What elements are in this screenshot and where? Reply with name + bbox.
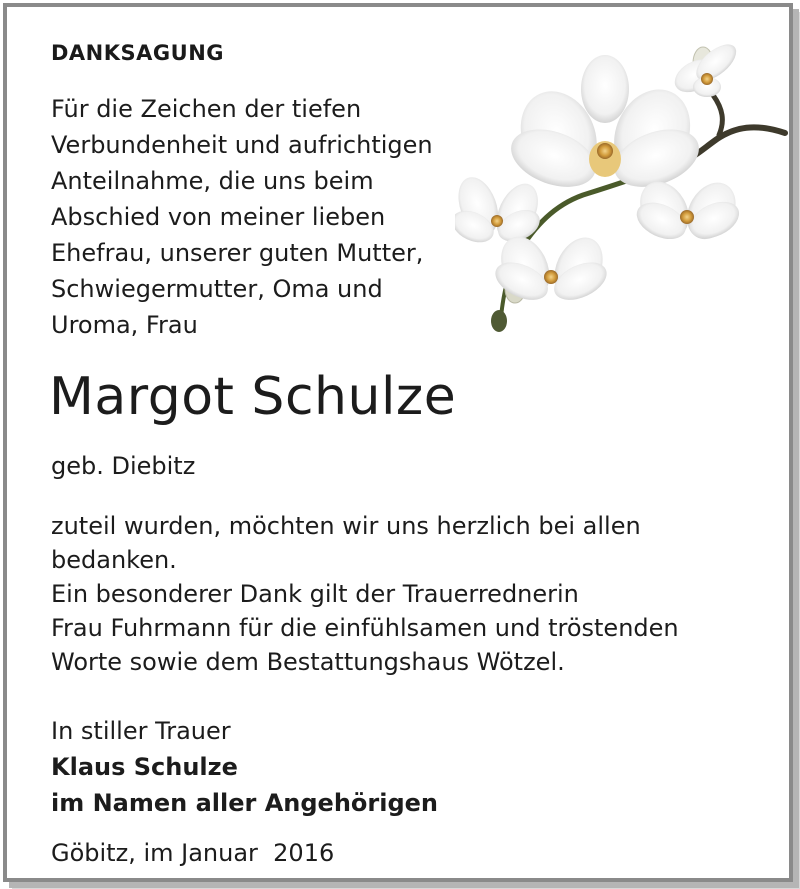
deceased-name: Margot Schulze: [49, 367, 457, 427]
signatory-family: im Namen aller Angehörigen: [51, 789, 439, 817]
signatory-name: Klaus Schulze: [51, 753, 238, 781]
intro-line: Uroma, Frau: [51, 311, 198, 339]
place-date: Göbitz, im Januar 2016: [51, 839, 335, 867]
intro-text: [51, 91, 481, 343]
intro-line: Schwiegermutter, Oma und: [51, 275, 383, 303]
intro-line: Anteilnahme, die uns beim: [51, 167, 374, 195]
body-line: Frau Fuhrmann für die einfühlsamen und tröstenden: [51, 614, 679, 642]
signoff-block: [51, 713, 438, 821]
white-orchid-branch-icon: [455, 35, 795, 335]
intro-line: Verbundenheit und aufrichtigen: [51, 131, 433, 159]
body-line: Worte sowie dem Bestattungshaus Wötzel.: [51, 648, 565, 676]
intro-line: Für die Zeichen der tiefen: [51, 95, 362, 123]
body-line: Ein besonderer Dank gilt der Trauerrednerin: [51, 580, 579, 608]
obituary-card: [3, 3, 793, 882]
signoff-phrase: In stiller Trauer: [51, 717, 231, 745]
notice-heading: DANKSAGUNG: [51, 41, 225, 65]
body-line: zuteil wurden, möchten wir uns herzlich bei allen: [51, 512, 641, 540]
thanks-text: [51, 509, 771, 679]
maiden-name: geb. Diebitz: [51, 452, 196, 480]
intro-line: Ehefrau, unserer guten Mutter,: [51, 239, 424, 267]
intro-line: Abschied von meiner lieben: [51, 203, 386, 231]
body-line: bedanken.: [51, 546, 177, 574]
